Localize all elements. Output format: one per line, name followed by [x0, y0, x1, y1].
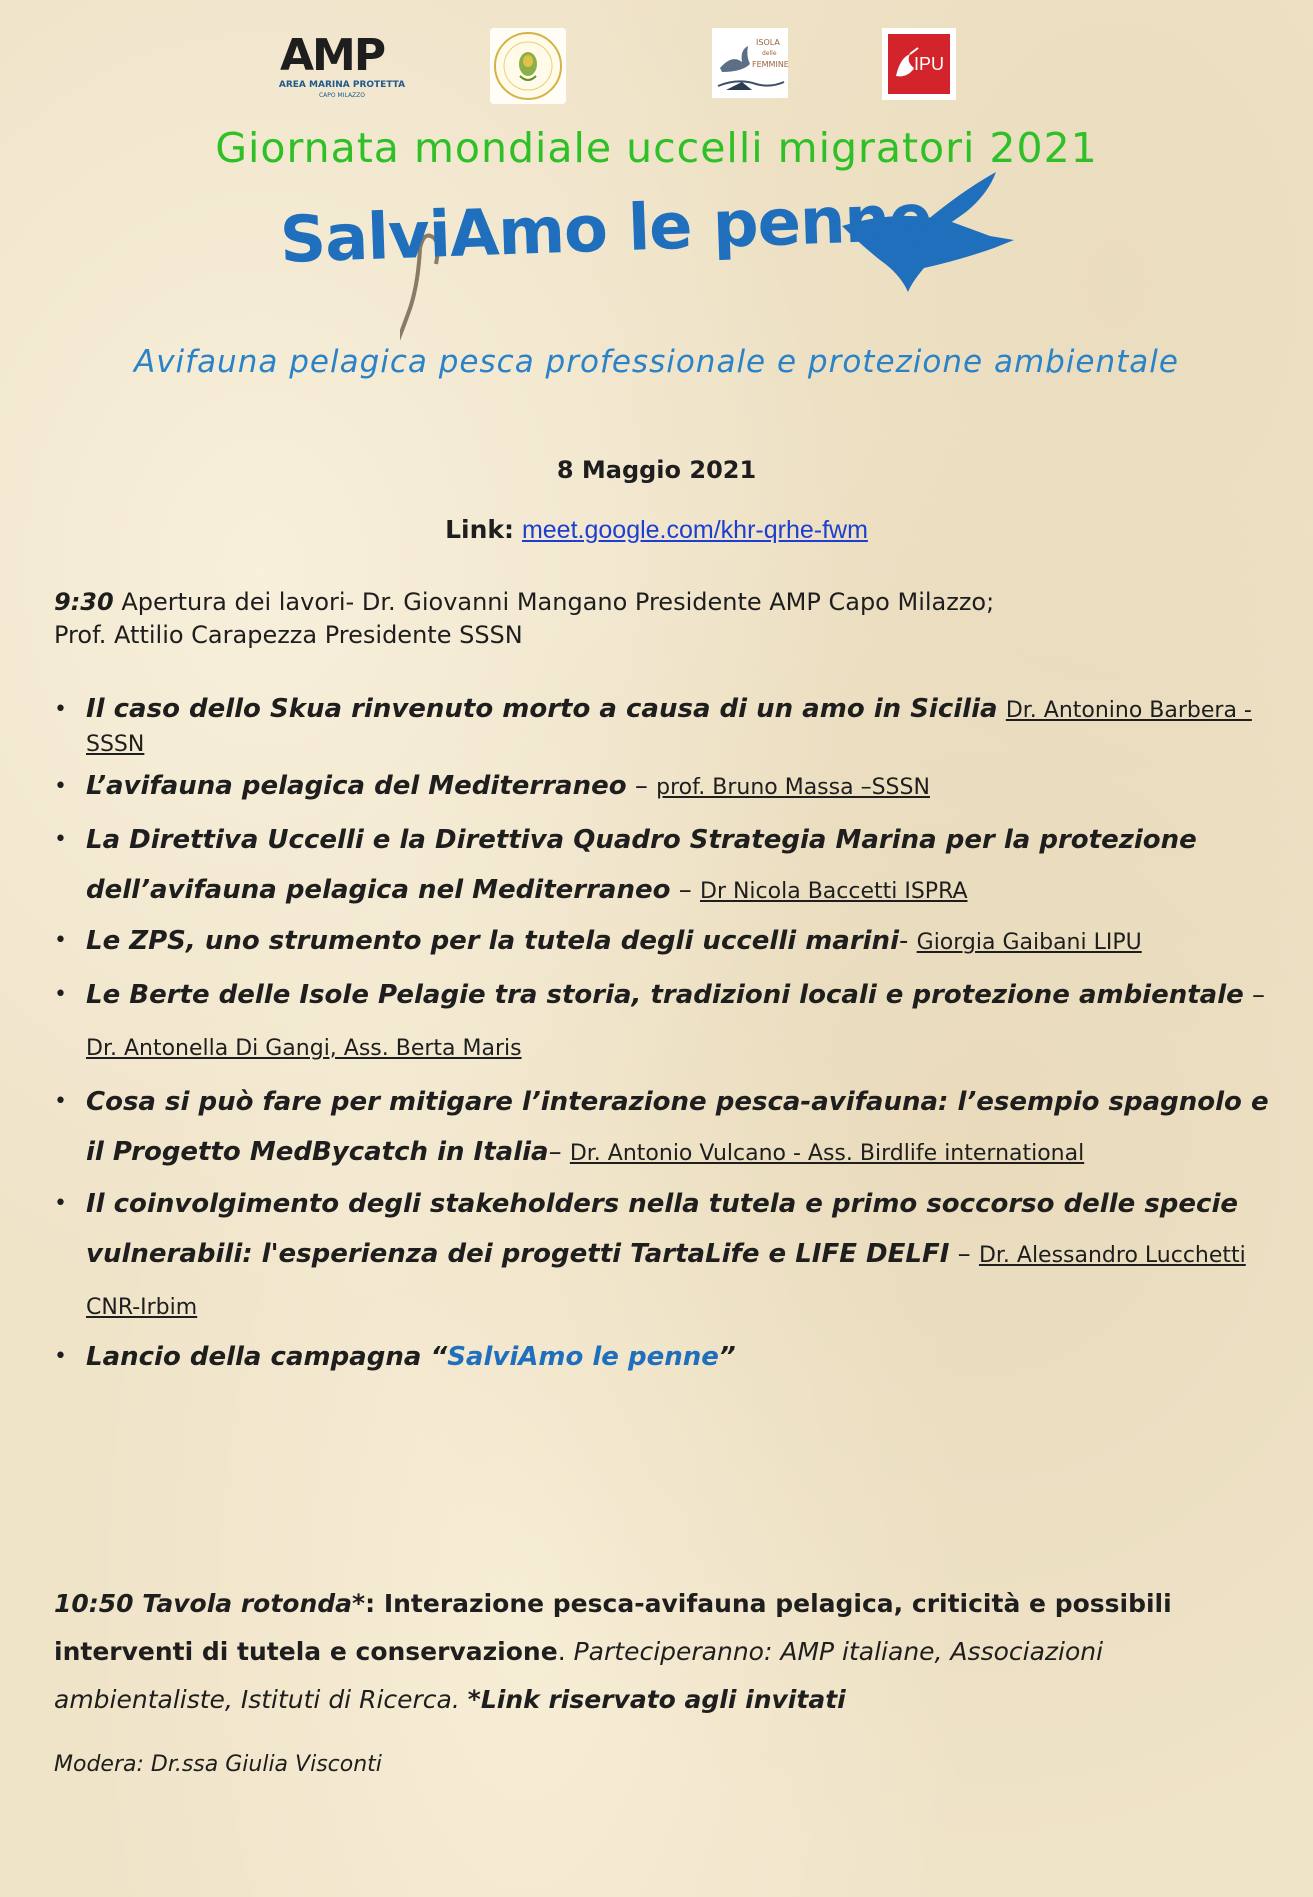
talk-item — [54, 770, 1274, 804]
talk-title: Cosa si può fare per mitigare l’interazione pesca-avifauna: l’esempio spagnolo e il Progetto MedBycatch in Italia — [86, 1087, 1269, 1167]
round-table-topic: Interazione pesca-avifauna pelagica, criticità e possibili interventi di tutela e conservazione — [54, 1589, 1172, 1666]
opening-text-line2: Prof. Attilio Carapezza Presidente SSSN — [54, 621, 523, 649]
round-table-time-title: 10:50 Tavola rotonda* — [54, 1589, 366, 1618]
isola-logo-line2: delle — [762, 50, 777, 57]
lipu-logo — [882, 28, 956, 100]
talk-speaker: Dr. Alessandro Lucchetti CNR-Irbim — [86, 1243, 1246, 1320]
talk-title: Le Berte delle Isole Pelagie tra storia, tradizioni locali e protezione ambientale — [86, 980, 1244, 1010]
isola-logo-line1: ISOLA — [756, 38, 780, 47]
round-table-note: *Link riservato agli invitati — [467, 1685, 846, 1714]
isola-delle-femmine-logo — [712, 28, 788, 98]
round-table-colon: : — [365, 1589, 384, 1618]
talk-item — [54, 917, 1274, 967]
launch-suffix: ” — [718, 1342, 736, 1372]
talk-separator: – — [548, 1137, 570, 1167]
sssn-emblem-icon — [490, 28, 566, 104]
talk-item — [54, 815, 1274, 917]
talk-item — [54, 969, 1274, 1075]
opening-text-line1: Apertura dei lavori- Dr. Giovanni Mangano Presidente AMP Capo Milazzo; — [121, 588, 995, 616]
amp-logo-word: AMP — [280, 30, 385, 81]
event-date: 8 Maggio 2021 — [556, 456, 757, 484]
talk-separator: – — [670, 875, 700, 905]
round-table-period: . — [557, 1637, 574, 1666]
page-title: Giornata mondiale uccelli migratori 2021 — [215, 124, 1098, 172]
talk-title: Il caso dello Skua rinvenuto morto a causa di un amo in Sicilia — [86, 694, 998, 724]
talk-speaker: Dr. Antonio Vulcano - Ass. Birdlife international — [569, 1141, 1085, 1166]
talk-speaker: Dr Nicola Baccetti ISPRA — [700, 879, 968, 904]
page-subtitle: Avifauna pelagica pesca professionale e protezione ambientale — [133, 344, 1179, 380]
moderator: Modera: Dr.ssa Giulia Visconti — [54, 1752, 382, 1777]
amp-logo-line2: CAPO MILAZZO — [318, 92, 366, 99]
meeting-link-line — [0, 515, 1313, 545]
launch-prefix: Lancio della campagna “ — [86, 1342, 448, 1372]
logo-row — [0, 28, 1313, 106]
sssn-logo — [490, 28, 566, 104]
talk-title: La Direttiva Uccelli e la Direttiva Quadro Strategia Marina per la protezione dell’avifauna pelagica nel Mediterraneo — [86, 825, 1197, 905]
talk-separator: – — [949, 1239, 979, 1269]
opening-time: 9:30 — [54, 588, 114, 616]
talk-item — [54, 1179, 1274, 1333]
talk-item-launch — [54, 1333, 1274, 1381]
talk-separator: - — [898, 926, 917, 956]
lipu-logo-box — [888, 34, 950, 94]
launch-campaign-name: SalviAmo le penne — [447, 1342, 719, 1372]
talk-title: Le ZPS, uno strumento per la tutela degli uccelli marini — [86, 926, 899, 956]
talk-separator: – — [1243, 980, 1266, 1010]
isola-logo-line3: FEMMINE — [752, 60, 789, 69]
talk-separator — [998, 694, 1006, 724]
talk-item — [54, 1077, 1274, 1179]
campaign-brand: SalviAmo le penne — [278, 181, 933, 278]
talk-item — [54, 693, 1274, 761]
talk-title: Il coinvolgimento degli stakeholders nella tutela e primo soccorso delle specie vulnerabili: l'esperienza dei progetti TartaLife e LIFE DELFI — [86, 1189, 1238, 1269]
opening-session — [54, 586, 1264, 652]
round-table-participants: Parteciperanno: AMP italiane, Associazioni ambientaliste, Istituti di Ricerca. — [54, 1637, 1104, 1714]
talk-separator: – — [626, 771, 657, 801]
amp-logo-line1: AREA MARINA PROTETTA — [278, 80, 406, 90]
talk-title: L’avifauna pelagica del Mediterraneo — [86, 771, 627, 801]
talk-list — [54, 693, 1274, 1381]
meeting-link-label: Link: — [445, 515, 514, 544]
amp-logo — [278, 28, 406, 104]
talk-speaker: prof. Bruno Massa –SSSN — [656, 775, 930, 800]
lipu-logo-text: LIPU — [903, 54, 944, 74]
talk-speaker: Dr. Antonino Barbera - SSSN — [86, 698, 1252, 757]
talk-speaker: Giorgia Gaibani LIPU — [916, 930, 1142, 955]
meeting-link[interactable]: meet.google.com/khr-qrhe-fwm — [521, 516, 868, 544]
talk-speaker: Dr. Antonella Di Gangi, Ass. Berta Maris — [86, 1036, 522, 1061]
round-table-section — [54, 1580, 1274, 1724]
